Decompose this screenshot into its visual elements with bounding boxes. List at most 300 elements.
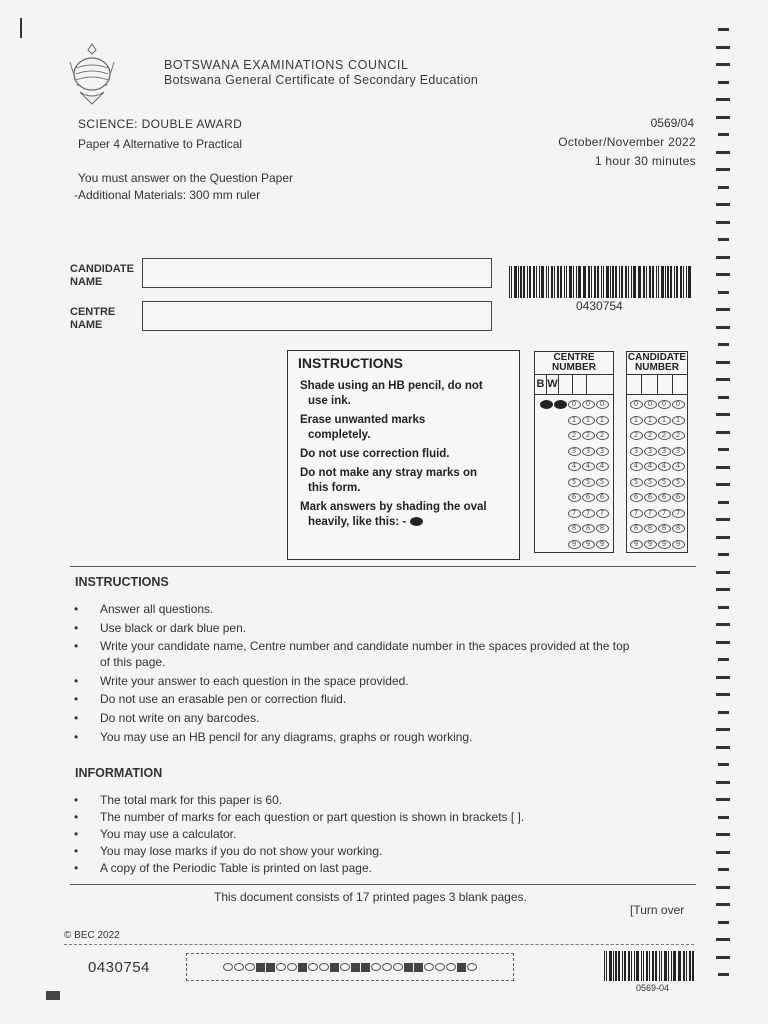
list-item: • The total mark for this paper is 60.: [74, 792, 634, 809]
timing-mark: [716, 46, 730, 49]
barcode-bar: [557, 266, 559, 298]
timing-mark: [716, 63, 730, 66]
answer-oval[interactable]: [554, 400, 567, 409]
answer-oval[interactable]: 1: [644, 416, 657, 425]
barcode-number: 0430754: [576, 299, 623, 313]
barcode-bar: [655, 951, 657, 981]
answer-oval[interactable]: 6: [644, 493, 657, 502]
answer-oval[interactable]: 6: [596, 493, 609, 502]
answer-oval[interactable]: 7: [644, 509, 657, 518]
barcode-bar: [631, 951, 632, 981]
barcode-bar: [554, 266, 555, 298]
answer-oval[interactable]: 4: [568, 462, 581, 471]
instructions-list: [74, 600, 634, 747]
timing-mark: [716, 781, 730, 784]
timing-mark: [718, 763, 729, 766]
timing-mark: [718, 133, 729, 136]
barcode-bar: [606, 266, 608, 298]
answer-oval[interactable]: 3: [672, 447, 685, 456]
answer-oval[interactable]: 2: [596, 431, 609, 440]
answer-oval[interactable]: 7: [658, 509, 671, 518]
answer-oval[interactable]: 6: [672, 493, 685, 502]
footer-code-small: 0569-04: [636, 983, 670, 993]
barcode-bar: [661, 951, 663, 981]
barcode-bar: [566, 266, 568, 298]
oval-row: [627, 459, 687, 475]
barcode-bar: [576, 266, 578, 298]
strip-mark: [467, 963, 477, 971]
answer-oval[interactable]: 4: [582, 462, 595, 471]
barcode-bar: [591, 266, 592, 298]
answer-oval[interactable]: 9: [658, 540, 671, 549]
answer-oval[interactable]: 1: [630, 416, 643, 425]
barcode-bar: [628, 951, 630, 981]
filled-oval-example-icon: [410, 517, 423, 526]
timing-mark: [718, 81, 729, 84]
list-item: • A copy of the Periodic Table is printed on last page.: [74, 860, 634, 877]
strip-mark: [435, 963, 445, 971]
list-item: • The number of marks for each question or part question is shown in brackets [ ].: [74, 809, 634, 826]
barcode-bar: [610, 266, 611, 298]
strip-mark: [234, 963, 244, 971]
barcode-bar: [673, 951, 675, 981]
exam-session: October/November 2022: [558, 135, 696, 149]
exam-duration: 1 hour 30 minutes: [594, 154, 696, 168]
barcode-bar: [618, 951, 620, 981]
answer-oval[interactable]: 5: [630, 478, 643, 487]
oval-row: [627, 475, 687, 491]
answer-oval[interactable]: 9: [568, 540, 581, 549]
strip-mark: [424, 963, 434, 971]
candidate-name-label: CANDIDATE NAME: [70, 263, 134, 288]
timing-mark: [718, 973, 729, 976]
answer-oval[interactable]: 7: [596, 509, 609, 518]
list-item: • You may use a calculator.: [74, 826, 634, 843]
answer-oval[interactable]: 9: [596, 540, 609, 549]
strip-mark: [319, 963, 329, 971]
instructions-title: INSTRUCTIONS: [75, 575, 169, 589]
barcode-bar: [646, 951, 648, 981]
answer-oval[interactable]: 7: [582, 509, 595, 518]
timing-mark: [716, 938, 730, 941]
answer-oval[interactable]: 3: [568, 447, 581, 456]
barcode-bar: [658, 266, 660, 298]
timing-mark: [716, 641, 730, 644]
answer-oval[interactable]: 8: [630, 524, 643, 533]
strip-mark: [223, 963, 233, 971]
timing-mark: [718, 868, 729, 871]
timing-mark: [716, 378, 730, 381]
timing-mark: [718, 553, 729, 556]
timing-mark: [716, 956, 730, 959]
crest-logo: [66, 42, 118, 106]
answer-oval[interactable]: 8: [582, 524, 595, 533]
barcode-bar: [509, 266, 510, 298]
timing-mark: [718, 238, 729, 241]
timing-mark: [718, 28, 729, 31]
answer-oval[interactable]: 7: [568, 509, 581, 518]
footer-dashed-line: [64, 944, 694, 945]
barcode-bar: [527, 266, 528, 298]
barcode-bar: [624, 951, 626, 981]
timing-mark: [716, 693, 730, 696]
timing-mark: [716, 98, 730, 101]
answer-oval[interactable]: [540, 400, 553, 409]
answer-oval[interactable]: 0: [630, 400, 643, 409]
barcode-bar: [539, 266, 541, 298]
barcode-bar: [560, 266, 562, 298]
answer-oval[interactable]: 4: [672, 462, 685, 471]
timing-mark: [716, 466, 730, 469]
barcode-bar: [533, 266, 535, 298]
barcode-bar: [597, 266, 599, 298]
barcode-bar: [692, 951, 694, 981]
timing-mark: [716, 676, 730, 679]
timing-mark: [718, 711, 729, 714]
answer-oval[interactable]: 1: [658, 416, 671, 425]
barcode-bar: [511, 266, 513, 298]
oval-row: [535, 490, 613, 506]
answer-oval[interactable]: 2: [630, 431, 643, 440]
timing-mark: [716, 746, 730, 749]
information-list: [74, 792, 634, 877]
list-item: • You may lose marks if you do not show your working.: [74, 843, 634, 860]
barcode-bar: [686, 266, 688, 298]
omr-instructions-box: [287, 350, 520, 560]
barcode-bar: [588, 266, 590, 298]
timing-mark: [716, 221, 730, 224]
barcode-bar: [674, 266, 675, 298]
subject-title: SCIENCE: DOUBLE AWARD: [78, 117, 243, 131]
barcode-bar: [652, 951, 654, 981]
answer-oval[interactable]: 6: [568, 493, 581, 502]
answer-oval[interactable]: 4: [658, 462, 671, 471]
list-item: • Do not write on any barcodes.: [74, 709, 634, 728]
barcode-bar: [639, 266, 641, 298]
timing-mark: [718, 501, 729, 504]
footer-number: 0430754: [88, 959, 150, 976]
strip-mark: [382, 963, 392, 971]
timing-mark: [718, 343, 729, 346]
answer-oval[interactable]: 8: [658, 524, 671, 533]
barcode-bar: [686, 951, 687, 981]
barcode-bar: [603, 266, 605, 298]
barcode-bar: [638, 266, 639, 298]
oval-row: [627, 444, 687, 460]
answer-oval[interactable]: 0: [658, 400, 671, 409]
omr-instruction-item: Do not make any stray marks on this form.: [300, 467, 478, 494]
barcode-bar: [656, 266, 657, 298]
answer-oval[interactable]: 3: [596, 447, 609, 456]
paper-title: Paper 4 Alternative to Practical: [78, 137, 243, 151]
answer-oval[interactable]: 2: [672, 431, 685, 440]
answer-oval[interactable]: 3: [582, 447, 595, 456]
answer-oval[interactable]: 7: [672, 509, 685, 518]
candidate-digit-box[interactable]: [642, 375, 657, 394]
barcode-bar: [649, 266, 651, 298]
oval-row: [627, 490, 687, 506]
strip-mark: [256, 963, 265, 972]
barcode-bar: [633, 266, 635, 298]
answer-oval[interactable]: 9: [672, 540, 685, 549]
answer-oval[interactable]: 9: [630, 540, 643, 549]
barcode-bar: [613, 951, 614, 981]
timing-mark: [718, 448, 729, 451]
timing-mark: [716, 203, 730, 206]
answer-oval[interactable]: 2: [658, 431, 671, 440]
answer-oval[interactable]: 9: [582, 540, 595, 549]
barcode-bar: [670, 266, 672, 298]
strip-mark: [340, 963, 350, 971]
centre-digit-box[interactable]: [573, 375, 587, 394]
barcode-bar: [649, 951, 650, 981]
timing-mark: [716, 728, 730, 731]
timing-mark: [718, 606, 729, 609]
answer-oval[interactable]: 4: [630, 462, 643, 471]
barcode-bar: [689, 951, 691, 981]
candidate-number-entry-row: [627, 375, 687, 395]
centre-digit-box[interactable]: [559, 375, 573, 394]
barcode: [509, 266, 693, 298]
answer-oval[interactable]: 1: [672, 416, 685, 425]
candidate-digit-box[interactable]: [627, 375, 642, 394]
strip-mark: [287, 963, 297, 971]
answer-oval[interactable]: 8: [568, 524, 581, 533]
barcode-bar: [514, 266, 516, 298]
timing-mark: [716, 361, 730, 364]
centre-number-grid: [534, 351, 614, 553]
timing-mark: [718, 291, 729, 294]
answer-oval[interactable]: 3: [630, 447, 643, 456]
barcode-bar: [671, 951, 673, 981]
candidate-number-header: CANDIDATE NUMBER: [627, 352, 687, 373]
oval-row: [627, 506, 687, 522]
timing-mark: [716, 851, 730, 854]
timing-mark: [716, 623, 730, 626]
barcode-bar: [569, 266, 571, 298]
strip-mark: [308, 963, 318, 971]
strip-mark: [351, 963, 360, 972]
omr-instructions-title: INSTRUCTIONS: [298, 355, 403, 371]
timing-mark: [716, 256, 730, 259]
timing-mark: [716, 413, 730, 416]
paper-code: 0569/04: [650, 116, 694, 130]
list-item: • You may use an HB pencil for any diagrams, graphs or rough working.: [74, 728, 634, 747]
timing-mark: [716, 326, 730, 329]
oval-row: [535, 428, 613, 444]
omr-instruction-item: Shade using an HB pencil, do not use ink.: [300, 380, 483, 407]
answer-oval[interactable]: 5: [658, 478, 671, 487]
timing-mark: [716, 483, 730, 486]
strip-mark: [298, 963, 307, 972]
barcode-bar: [652, 266, 654, 298]
timing-mark: [716, 903, 730, 906]
answer-oval[interactable]: 0: [582, 400, 595, 409]
answer-oval[interactable]: 1: [596, 416, 609, 425]
barcode-bar: [584, 266, 586, 298]
timing-mark: [716, 151, 730, 154]
candidate-name-field[interactable]: [142, 258, 492, 288]
barcode-bar: [643, 951, 645, 981]
oval-row: [535, 459, 613, 475]
barcode-bar: [609, 951, 611, 981]
answer-oval[interactable]: 0: [596, 400, 609, 409]
timing-mark: [716, 308, 730, 311]
answer-oval[interactable]: 0: [568, 400, 581, 409]
answer-oval[interactable]: 8: [596, 524, 609, 533]
strip-mark: [361, 963, 370, 972]
candidate-digit-box[interactable]: [673, 375, 687, 394]
information-title: INFORMATION: [75, 766, 163, 780]
strip-mark: [393, 963, 403, 971]
barcode-bar: [659, 951, 660, 981]
barcode-bar: [529, 266, 531, 298]
centre-number-header: CENTRE NUMBER: [535, 352, 613, 375]
barcode-bar: [621, 266, 623, 298]
barcode-bar: [583, 266, 584, 298]
barcode-bar: [601, 266, 602, 298]
barcode-bar: [636, 951, 638, 981]
oval-row: [535, 413, 613, 429]
oval-row: [627, 521, 687, 537]
answer-oval[interactable]: 5: [644, 478, 657, 487]
barcode-bar: [622, 951, 623, 981]
footer-divider: [70, 884, 696, 885]
oval-row: [535, 521, 613, 537]
barcode-bar: [664, 951, 666, 981]
timing-mark: [716, 116, 730, 119]
barcode-bar: [641, 951, 642, 981]
centre-digit-box[interactable]: [587, 375, 601, 394]
timing-mark: [716, 833, 730, 836]
answer-oval[interactable]: 9: [644, 540, 657, 549]
answer-oval[interactable]: 4: [596, 462, 609, 471]
barcode-bar: [643, 266, 645, 298]
answer-oval[interactable]: 2: [582, 431, 595, 440]
answer-oval[interactable]: 2: [644, 431, 657, 440]
pages-note: This document consists of 17 printed pages 3 blank pages.: [214, 890, 527, 904]
answer-oval[interactable]: 6: [582, 493, 595, 502]
answer-oval[interactable]: 3: [658, 447, 671, 456]
barcode-bar: [634, 951, 636, 981]
answer-oval[interactable]: 5: [582, 478, 595, 487]
barcode-bar: [680, 266, 682, 298]
list-item: • Use black or dark blue pen.: [74, 619, 634, 638]
barcode-bar: [615, 951, 617, 981]
corner-mark: [46, 991, 60, 1000]
candidate-number-grid: [626, 351, 688, 553]
strip-mark: [266, 963, 275, 972]
strip-mark: [446, 963, 456, 971]
strip-mark: [414, 963, 423, 972]
barcode-bar: [573, 266, 574, 298]
barcode-bar: [551, 266, 553, 298]
timing-mark: [716, 571, 730, 574]
answer-oval[interactable]: 7: [630, 509, 643, 518]
barcode-bar: [604, 951, 605, 981]
centre-name-label: CENTRE NAME: [70, 306, 116, 331]
answer-oval[interactable]: 5: [568, 478, 581, 487]
oval-row: [627, 428, 687, 444]
barcode-bar: [683, 266, 684, 298]
timing-mark: [718, 658, 729, 661]
answer-oval[interactable]: 6: [630, 493, 643, 502]
barcode-bar: [667, 266, 669, 298]
oval-row: [535, 475, 613, 491]
barcode-bar: [678, 951, 679, 981]
barcode-bar: [520, 266, 522, 298]
barcode-bar: [518, 266, 519, 298]
answer-oval[interactable]: 2: [568, 431, 581, 440]
certificate-name: Botswana General Certificate of Secondary Education: [164, 73, 479, 87]
barcode-bar: [548, 266, 550, 298]
timing-mark: [716, 798, 730, 801]
oval-row: [535, 537, 613, 553]
answer-oval[interactable]: 5: [596, 478, 609, 487]
barcode-bar: [594, 266, 596, 298]
council-name: BOTSWANA EXAMINATIONS COUNCIL: [164, 58, 409, 72]
omr-instruction-item: Mark answers by shading the oval heavily, like this: -: [300, 501, 487, 528]
barcode-bar: [578, 266, 580, 298]
copyright: © BEC 2022: [64, 930, 120, 941]
barcode-bar: [665, 266, 666, 298]
timing-mark: [718, 816, 729, 819]
list-item: • Write your answer to each question in the space provided.: [74, 672, 634, 691]
barcode-bar: [631, 266, 633, 298]
answer-oval[interactable]: 1: [582, 416, 595, 425]
timing-marks: [716, 28, 732, 991]
centre-name-field[interactable]: [142, 301, 492, 331]
timing-mark: [718, 396, 729, 399]
answer-oval[interactable]: 8: [672, 524, 685, 533]
timing-mark: [716, 536, 730, 539]
answer-oval[interactable]: 4: [644, 462, 657, 471]
answer-oval[interactable]: 6: [658, 493, 671, 502]
footer-2d-barcode: [604, 951, 696, 981]
barcode-bar: [688, 266, 690, 298]
answer-oval[interactable]: 5: [672, 478, 685, 487]
list-item: • Write your candidate name, Centre number and candidate number in the spaces provided at the top of this page.: [74, 638, 634, 672]
answer-note: You must answer on the Question Paper: [78, 171, 294, 185]
margin-tick: [20, 18, 22, 38]
oval-row: [535, 506, 613, 522]
answer-oval[interactable]: 0: [644, 400, 657, 409]
list-item: • Do not use an erasable pen or correction fluid.: [74, 690, 634, 709]
additional-materials: -Additional Materials: 300 mm ruler: [74, 188, 261, 202]
answer-oval[interactable]: 1: [568, 416, 581, 425]
answer-oval[interactable]: 3: [644, 447, 657, 456]
timing-mark: [716, 518, 730, 521]
oval-row: [627, 397, 687, 413]
section-divider: [70, 566, 696, 567]
barcode-bar: [523, 266, 525, 298]
barcode-bar: [683, 951, 685, 981]
barcode-bar: [628, 266, 629, 298]
candidate-digit-box[interactable]: [658, 375, 673, 394]
centre-number-entry-row: B W: [535, 375, 613, 395]
strip-mark: [371, 963, 381, 971]
barcode-bar: [541, 266, 543, 298]
strip-mark: [330, 963, 339, 972]
timing-mark: [716, 588, 730, 591]
answer-oval[interactable]: 0: [672, 400, 685, 409]
barcode-bar: [612, 266, 614, 298]
oval-row: [535, 444, 613, 460]
oval-row: [535, 397, 613, 413]
barcode-bar: [615, 266, 617, 298]
footer-code-strip: [186, 953, 514, 981]
answer-oval[interactable]: 8: [644, 524, 657, 533]
